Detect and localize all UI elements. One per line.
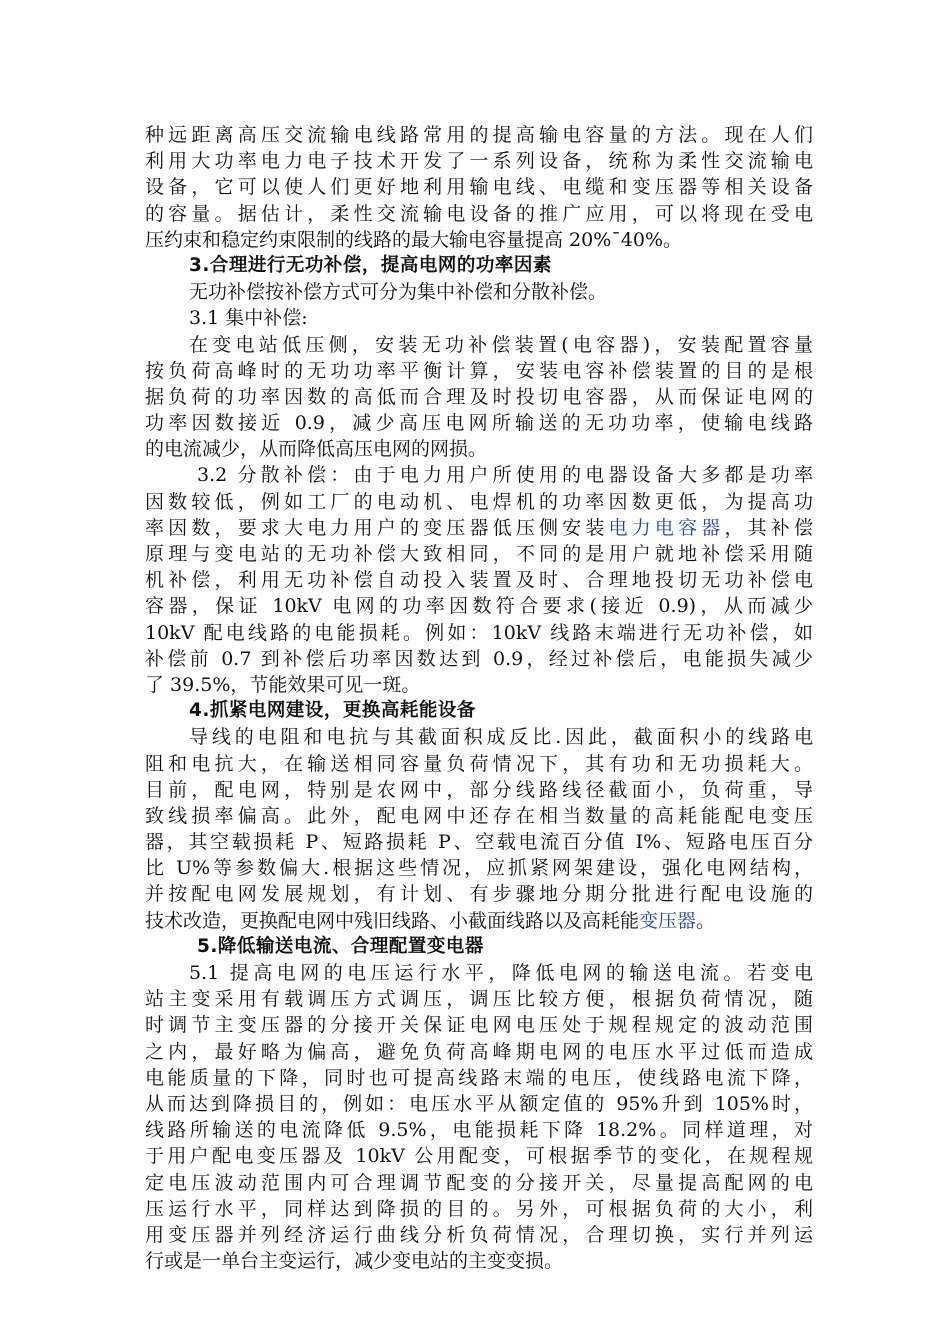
text-line: 的电流减少，从而降低高压电网的网损。	[145, 438, 488, 461]
text-line: 的容量。据估计，柔性交流输电设备的推广应用，可以将现在受电	[145, 202, 813, 225]
text-line: 阻和电抗大，在输送相同容量负荷情况下，其有功和无功损耗大。	[145, 752, 813, 775]
text-line: 10kV 配电线路的电能损耗。例如：10kV 线路末端进行无功补偿，如	[145, 621, 813, 644]
text-line: 站主变采用有载调压方式调压，调压比较方便，根据负荷情况，随	[145, 988, 813, 1011]
text-line: 在变电站低压侧，安装无功补偿装置(电容器)，安装配置容量	[189, 333, 813, 356]
text-line: 因数较低，例如工厂的电动机、电焊机的功率因数更低，为提高功	[145, 490, 813, 513]
text-line: 用变压器并列经济运行曲线分析负荷情况，合理切换，实行并列运	[145, 1223, 813, 1246]
text-line: 之内，最好略为偏高，避免负荷高峰期电网的电压水平过低而造成	[145, 1040, 813, 1063]
text-line: 比 U%等参数偏大.根据这些情况，应抓紧网架建设，强化电网结构，	[145, 857, 813, 880]
text-line: 了 39.5%，节能效果可见一斑。	[145, 673, 421, 696]
text-line: 按负荷高峰时的无功功率平衡计算，安装电容补偿装置的目的是根	[145, 359, 813, 382]
section-heading-3: 3.合理进行无功补偿，提高电网的功率因素	[189, 254, 552, 276]
text-line: 线路所输送的电流降低 9.5%，电能损耗下降 18.2%。同样道理，对	[145, 1119, 813, 1142]
text-line: 种远距离高压交流输电线路常用的提高输电容量的方法。现在人们	[145, 124, 813, 146]
text-line: 容器，保证 10kV 电网的功率因数符合要求(接近 0.9)，从而减少	[145, 595, 813, 618]
text-line: 设备，它可以使人们更好地利用输电线、电缆和变压器等相关设备	[145, 176, 813, 199]
text-line: 时调节主变压器的分接开关保证电网电压处于规程规定的波动范围	[145, 1014, 813, 1037]
text-line: 补偿前 0.7 到补偿后功率因数达到 0.9，经过补偿后，电能损失减少	[145, 647, 813, 670]
text-line: 并按配电网发展规划，有计划、有步骤地分期分批进行配电设施的	[145, 883, 813, 906]
subsection-heading-3-1: 3.1 集中补偿:	[189, 307, 308, 330]
text-line: 于用户配电变压器及 10kV 公用配变，可根据季节的变化，在规程规	[145, 1145, 813, 1168]
text-span: ，其补偿	[724, 516, 813, 539]
text-span: 。	[696, 909, 716, 932]
text-line: 机补偿，利用无功补偿自动投入装置及时、合理地投切无功补偿电	[145, 569, 813, 592]
document-body	[145, 122, 813, 1274]
text-line	[145, 515, 813, 541]
text-span: 技术改造，更换配电网中残旧线路、小截面线路以及高耗能	[145, 909, 640, 932]
text-line: 5.1 提高电网的电压运行水平，降低电网的输送电流。若变电	[189, 962, 813, 984]
text-line: 目前，配电网，特别是农网中，部分线路线径截面小，负荷重，导	[145, 778, 813, 801]
text-line: 定电压波动范围内可合理调节配变的分接开关，尽量提高配网的电	[145, 1171, 813, 1194]
text-span: 率因数，要求大电力用户的变压器低压侧安装	[145, 516, 609, 539]
section-heading-4: 4.抓紧电网建设，更换高耗能设备	[189, 700, 476, 722]
text-line: 无功补偿按补偿方式可分为集中补偿和分散补偿。	[189, 281, 608, 304]
text-line: 器，其空载损耗 P、短路损耗 P、空载电流百分值 I%、短路电压百分	[145, 831, 813, 854]
section-heading-5: 5.降低输送电流、合理配置变电器	[197, 935, 484, 957]
text-line	[145, 908, 813, 934]
text-line: 功率因数接近 0.9，减少高压电网所输送的无功功率，使输电线路	[145, 412, 813, 435]
link-transformer[interactable]: 变压器	[639, 909, 697, 932]
text-line: 电能质量的下降，同时也可提高线路末端的电压，使线路电流下降，	[145, 1066, 813, 1089]
link-power-capacitor[interactable]: 电力电容器	[608, 516, 725, 539]
text-line: 从而达到降损目的，例如：电压水平从额定值的 95%升到 105%时，	[145, 1092, 813, 1115]
text-line: 致线损率偏高。此外，配电网中还存在相当数量的高耗能配电变压	[145, 804, 813, 827]
text-line: 据负荷的功率因数的高低而合理及时投切电容器，从而保证电网的	[145, 385, 813, 408]
text-line: 利用大功率电力电子技术开发了一系列设备，统称为柔性交流输电	[145, 150, 813, 173]
text-line: 行或是一单台主变运行，减少变电站的主变变损。	[145, 1250, 564, 1273]
text-line: 压约束和稳定约束限制的线路的最大输电容量提高 20%¯40%。	[145, 228, 683, 251]
text-line: 3.2 分散补偿：由于电力用户所使用的电器设备大多都是功率	[197, 464, 813, 487]
text-line: 原理与变电站的无功补偿大致相同，不同的是用户就地补偿采用随	[145, 543, 813, 565]
text-line: 导线的电阻和电抗与其截面积成反比.因此，截面积小的线路电	[189, 726, 813, 749]
text-line: 压运行水平，同样达到降损的目的。另外，可根据负荷的大小，利	[145, 1197, 813, 1220]
